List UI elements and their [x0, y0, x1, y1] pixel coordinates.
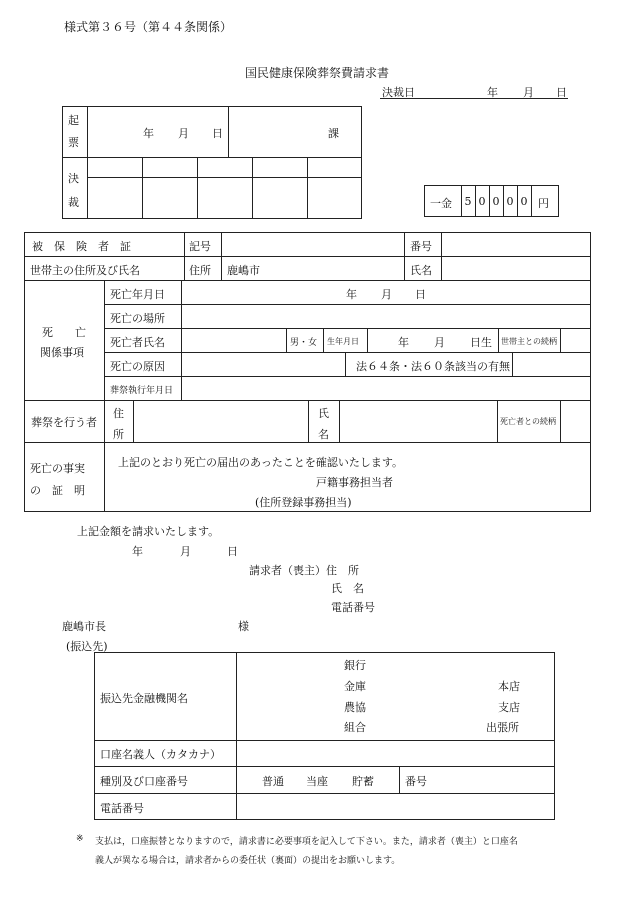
death-date-label: 死亡年月日 [110, 288, 165, 301]
amount-digit: 0 [520, 195, 528, 208]
claimant-phone-label: 電話番号 [331, 601, 375, 614]
gender: 男・女 [290, 338, 318, 348]
officer: 戸籍事務担当者 [316, 476, 393, 489]
mayor: 鹿嶋市長 [62, 620, 106, 633]
certification-label: 死亡の事実 [30, 462, 85, 475]
death-group-label: 死 亡 [42, 326, 86, 339]
bangou-label: 番号 [410, 240, 432, 253]
birth-label: 生年月日 [327, 337, 359, 346]
funeral-date-label: 葬祭執行年月日 [110, 386, 174, 396]
name-label: 氏名 [410, 264, 432, 277]
amount-prefix: 一金 [430, 197, 452, 210]
law-text: 法６４条・法６０条該当の有無 [356, 360, 510, 373]
institution-label: 振込先金融機関名 [100, 692, 188, 705]
death-cause-label: 死亡の原因 [110, 360, 165, 373]
death-group-label-2: 関係事項 [40, 346, 84, 359]
amount-digit: 0 [492, 195, 500, 208]
amount-digit: 5 [464, 195, 472, 208]
performer-relation-label: 死亡者との続柄 [500, 417, 556, 426]
page-title: 国民健康保険葬祭費請求書 [245, 66, 390, 80]
performer-label: 葬祭を行う者 [31, 416, 97, 429]
account-label: 種別及び口座番号 [100, 775, 188, 788]
claimant-label: 請求者（喪主）住 所 [249, 564, 359, 577]
amount-digit: 0 [506, 195, 514, 208]
certification-label-2: の 証 明 [30, 484, 85, 497]
sama: 様 [238, 620, 249, 633]
address-value: 鹿嶋市 [227, 264, 260, 277]
bank-section-label: (振込先) [66, 640, 108, 653]
form-number: 様式第３６号（第４４条関係） [64, 20, 233, 34]
relation-label: 世帯主との続柄 [501, 337, 557, 346]
death-name-label: 死亡者氏名 [110, 336, 165, 349]
address-label: 住所 [189, 264, 211, 277]
bank-phone-label: 電話番号 [100, 802, 144, 815]
holder-label: 口座名義人（カタカナ） [100, 748, 221, 761]
household-label: 世帯主の住所及び氏名 [30, 264, 140, 277]
amount-unit: 円 [538, 197, 549, 210]
certification-text: 上記のとおり死亡の届出のあったことを確認いたします。 [118, 456, 404, 469]
request-text: 上記金額を請求いたします。 [77, 525, 220, 538]
number-label: 番号 [405, 775, 427, 788]
claimant-name-label: 氏 名 [331, 582, 364, 595]
kigou-label: 記号 [189, 240, 211, 253]
insured-label: 被 保 険 者 証 [32, 240, 131, 253]
death-place-label: 死亡の場所 [110, 312, 165, 325]
amount-digit: 0 [478, 195, 486, 208]
officer-sub: (住所登録事務担当) [255, 496, 352, 509]
